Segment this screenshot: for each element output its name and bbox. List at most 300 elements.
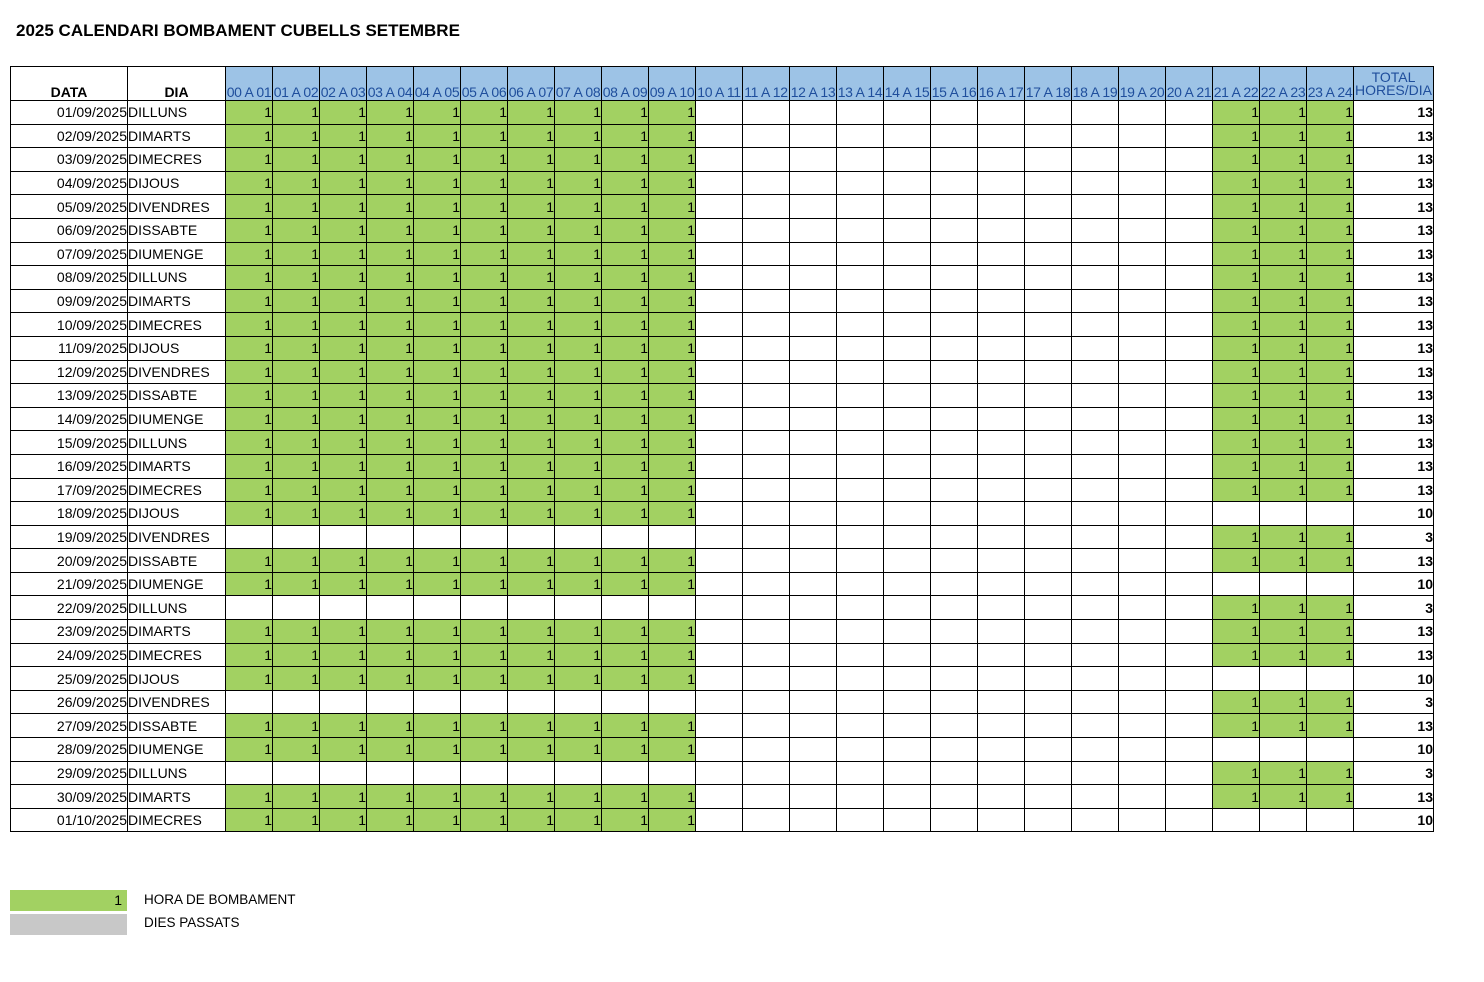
hour-cell-empty <box>1260 738 1307 762</box>
date-cell: 25/09/2025 <box>11 667 128 691</box>
hour-cell-empty <box>978 785 1025 809</box>
hour-cell-empty <box>931 502 978 526</box>
hour-cell-empty <box>696 714 743 738</box>
hour-cell-empty <box>790 738 837 762</box>
hour-cell-empty <box>837 478 884 502</box>
hour-cell-empty <box>1119 218 1166 242</box>
hour-cell-pumping: 1 <box>555 360 602 384</box>
hour-cell-empty <box>1025 572 1072 596</box>
hour-cell-empty <box>1166 620 1213 644</box>
hour-cell-pumping: 1 <box>1260 101 1307 125</box>
hour-cell-pumping: 1 <box>1213 478 1260 502</box>
hour-cell-pumping: 1 <box>555 171 602 195</box>
hour-cell-pumping: 1 <box>320 218 367 242</box>
hour-cell-empty <box>978 148 1025 172</box>
hour-cell-empty <box>837 407 884 431</box>
hour-cell-pumping: 1 <box>226 242 273 266</box>
hour-cell-pumping: 1 <box>508 620 555 644</box>
hour-cell-empty <box>1025 714 1072 738</box>
hour-cell-pumping: 1 <box>461 266 508 290</box>
hour-cell-empty <box>1072 101 1119 125</box>
date-cell: 30/09/2025 <box>11 785 128 809</box>
hour-cell-empty <box>884 384 931 408</box>
hour-cell-empty <box>837 431 884 455</box>
hour-cell-pumping: 1 <box>602 620 649 644</box>
hour-cell-empty <box>1072 525 1119 549</box>
hour-cell-empty <box>367 690 414 714</box>
header-hour: 09 A 10 <box>649 67 696 101</box>
hour-cell-pumping: 1 <box>367 218 414 242</box>
day-cell: DILLUNS <box>128 431 226 455</box>
hour-cell-empty <box>649 761 696 785</box>
hour-cell-empty <box>1166 549 1213 573</box>
hour-cell-pumping: 1 <box>1213 431 1260 455</box>
hour-cell-pumping: 1 <box>1307 478 1354 502</box>
hour-cell-pumping: 1 <box>649 714 696 738</box>
hour-cell-empty <box>1025 502 1072 526</box>
hour-cell-pumping: 1 <box>367 714 414 738</box>
hour-cell-pumping: 1 <box>1260 266 1307 290</box>
hour-cell-empty <box>978 808 1025 832</box>
hour-cell-empty <box>743 124 790 148</box>
hour-cell-empty <box>1166 124 1213 148</box>
hour-cell-pumping: 1 <box>226 124 273 148</box>
date-cell: 24/09/2025 <box>11 643 128 667</box>
hour-cell-pumping: 1 <box>273 218 320 242</box>
hour-cell-empty <box>1072 738 1119 762</box>
hour-cell-empty <box>461 690 508 714</box>
total-cell: 13 <box>1354 101 1434 125</box>
hour-cell-pumping: 1 <box>414 549 461 573</box>
pumping-calendar-table <box>10 66 1434 832</box>
hour-cell-empty <box>1166 101 1213 125</box>
hour-cell-empty <box>884 738 931 762</box>
hour-cell-empty <box>837 785 884 809</box>
hour-cell-pumping: 1 <box>1260 714 1307 738</box>
hour-cell-empty <box>884 761 931 785</box>
hour-cell-pumping: 1 <box>1213 620 1260 644</box>
date-cell: 05/09/2025 <box>11 195 128 219</box>
hour-cell-empty <box>461 596 508 620</box>
hour-cell-pumping: 1 <box>602 218 649 242</box>
header-hour: 12 A 13 <box>790 67 837 101</box>
hour-cell-pumping: 1 <box>414 502 461 526</box>
hour-cell-empty <box>1166 572 1213 596</box>
hour-cell-pumping: 1 <box>1307 384 1354 408</box>
hour-cell-empty <box>978 478 1025 502</box>
hour-cell-empty <box>1166 667 1213 691</box>
hour-cell-empty <box>978 336 1025 360</box>
hour-cell-pumping: 1 <box>226 171 273 195</box>
hour-cell-pumping: 1 <box>461 620 508 644</box>
day-cell: DIVENDRES <box>128 360 226 384</box>
hour-cell-empty <box>1025 242 1072 266</box>
hour-cell-empty <box>931 572 978 596</box>
hour-cell-pumping: 1 <box>273 407 320 431</box>
hour-cell-pumping: 1 <box>461 218 508 242</box>
hour-cell-empty <box>790 313 837 337</box>
hour-cell-empty <box>743 572 790 596</box>
hour-cell-empty <box>1119 572 1166 596</box>
hour-cell-pumping: 1 <box>226 478 273 502</box>
date-cell: 15/09/2025 <box>11 431 128 455</box>
hour-cell-empty <box>226 690 273 714</box>
hour-cell-empty <box>931 101 978 125</box>
hour-cell-empty <box>1072 808 1119 832</box>
hour-cell-pumping: 1 <box>508 218 555 242</box>
hour-cell-empty <box>696 478 743 502</box>
hour-cell-empty <box>367 596 414 620</box>
hour-cell-pumping: 1 <box>273 785 320 809</box>
hour-cell-pumping: 1 <box>649 171 696 195</box>
hour-cell-empty <box>1166 454 1213 478</box>
hour-cell-empty <box>1025 266 1072 290</box>
hour-cell-pumping: 1 <box>273 620 320 644</box>
hour-cell-pumping: 1 <box>1307 266 1354 290</box>
hour-cell-pumping: 1 <box>461 407 508 431</box>
hour-cell-empty <box>790 761 837 785</box>
hour-cell-empty <box>931 289 978 313</box>
hour-cell-pumping: 1 <box>461 242 508 266</box>
hour-cell-pumping: 1 <box>273 478 320 502</box>
hour-cell-empty <box>931 171 978 195</box>
hour-cell-empty <box>837 738 884 762</box>
hour-cell-pumping: 1 <box>555 101 602 125</box>
hour-cell-empty <box>931 360 978 384</box>
header-hour: 15 A 16 <box>931 67 978 101</box>
hour-cell-pumping: 1 <box>555 808 602 832</box>
hour-cell-pumping: 1 <box>461 336 508 360</box>
hour-cell-empty <box>884 572 931 596</box>
hour-cell-empty <box>931 761 978 785</box>
hour-cell-pumping: 1 <box>555 336 602 360</box>
hour-cell-empty <box>931 690 978 714</box>
hour-cell-empty <box>1119 761 1166 785</box>
hour-cell-pumping: 1 <box>602 667 649 691</box>
hour-cell-empty <box>696 336 743 360</box>
hour-cell-empty <box>1166 525 1213 549</box>
day-cell: DILLUNS <box>128 761 226 785</box>
hour-cell-empty <box>931 525 978 549</box>
hour-cell-empty <box>978 431 1025 455</box>
hour-cell-pumping: 1 <box>367 360 414 384</box>
hour-cell-empty <box>978 407 1025 431</box>
hour-cell-empty <box>884 431 931 455</box>
hour-cell-empty <box>790 195 837 219</box>
hour-cell-empty <box>837 761 884 785</box>
hour-cell-empty <box>743 502 790 526</box>
hour-cell-pumping: 1 <box>555 218 602 242</box>
hour-cell-pumping: 1 <box>1260 549 1307 573</box>
total-cell: 13 <box>1354 549 1434 573</box>
hour-cell-pumping: 1 <box>1260 195 1307 219</box>
header-hour: 11 A 12 <box>743 67 790 101</box>
hour-cell-pumping: 1 <box>226 549 273 573</box>
hour-cell-empty <box>320 761 367 785</box>
hour-cell-pumping: 1 <box>461 431 508 455</box>
hour-cell-pumping: 1 <box>320 502 367 526</box>
hour-cell-empty <box>1307 808 1354 832</box>
total-cell: 13 <box>1354 407 1434 431</box>
hour-cell-empty <box>1025 171 1072 195</box>
hour-cell-pumping: 1 <box>320 195 367 219</box>
hour-cell-empty <box>931 620 978 644</box>
hour-cell-empty <box>508 525 555 549</box>
hour-cell-pumping: 1 <box>1307 643 1354 667</box>
total-cell: 13 <box>1354 384 1434 408</box>
total-cell: 13 <box>1354 643 1434 667</box>
hour-cell-empty <box>696 454 743 478</box>
hour-cell-empty <box>790 242 837 266</box>
date-cell: 08/09/2025 <box>11 266 128 290</box>
hour-cell-empty <box>696 525 743 549</box>
hour-cell-pumping: 1 <box>367 667 414 691</box>
hour-cell-pumping: 1 <box>1307 148 1354 172</box>
hour-cell-empty <box>1072 785 1119 809</box>
hour-cell-empty <box>743 313 790 337</box>
header-total-line2: HORES/DIA <box>1354 81 1432 98</box>
hour-cell-empty <box>1072 218 1119 242</box>
table-row <box>11 785 1434 809</box>
hour-cell-pumping: 1 <box>1307 431 1354 455</box>
hour-cell-pumping: 1 <box>602 289 649 313</box>
hour-cell-empty <box>1072 620 1119 644</box>
hour-cell-empty <box>696 195 743 219</box>
hour-cell-pumping: 1 <box>461 478 508 502</box>
hour-cell-empty <box>1072 360 1119 384</box>
hour-cell-pumping: 1 <box>320 124 367 148</box>
hour-cell-empty <box>1166 690 1213 714</box>
hour-cell-empty <box>743 384 790 408</box>
hour-cell-empty <box>555 690 602 714</box>
hour-cell-empty <box>1260 572 1307 596</box>
hour-cell-pumping: 1 <box>273 101 320 125</box>
hour-cell-empty <box>1166 360 1213 384</box>
hour-cell-pumping: 1 <box>1260 384 1307 408</box>
hour-cell-empty <box>931 313 978 337</box>
hour-cell-pumping: 1 <box>1307 101 1354 125</box>
total-cell: 13 <box>1354 360 1434 384</box>
hour-cell-empty <box>1072 266 1119 290</box>
hour-cell-empty <box>1307 572 1354 596</box>
hour-cell-pumping: 1 <box>414 785 461 809</box>
hour-cell-empty <box>837 808 884 832</box>
hour-cell-empty <box>1072 384 1119 408</box>
hour-cell-empty <box>931 667 978 691</box>
date-cell: 02/09/2025 <box>11 124 128 148</box>
hour-cell-pumping: 1 <box>1260 643 1307 667</box>
hour-cell-empty <box>696 761 743 785</box>
hour-cell-empty <box>273 761 320 785</box>
total-cell: 13 <box>1354 431 1434 455</box>
header-hour: 22 A 23 <box>1260 67 1307 101</box>
hour-cell-empty <box>884 502 931 526</box>
hour-cell-empty <box>837 171 884 195</box>
legend-pumping-swatch <box>10 890 127 911</box>
hour-cell-empty <box>837 266 884 290</box>
hour-cell-pumping: 1 <box>602 266 649 290</box>
hour-cell-empty <box>790 360 837 384</box>
hour-cell-empty <box>1072 502 1119 526</box>
hour-cell-empty <box>790 101 837 125</box>
table-body <box>11 67 1434 832</box>
hour-cell-empty <box>931 785 978 809</box>
hour-cell-pumping: 1 <box>414 313 461 337</box>
hour-cell-pumping: 1 <box>226 289 273 313</box>
hour-cell-pumping: 1 <box>414 171 461 195</box>
header-row <box>11 67 1434 101</box>
day-cell: DIUMENGE <box>128 738 226 762</box>
day-cell: DILLUNS <box>128 596 226 620</box>
hour-cell-empty <box>555 525 602 549</box>
hour-cell-empty <box>790 572 837 596</box>
hour-cell-empty <box>837 218 884 242</box>
hour-cell-empty <box>931 596 978 620</box>
hour-cell-pumping: 1 <box>508 407 555 431</box>
hour-cell-pumping: 1 <box>555 549 602 573</box>
date-cell: 16/09/2025 <box>11 454 128 478</box>
day-cell: DIJOUS <box>128 171 226 195</box>
hour-cell-pumping: 1 <box>602 242 649 266</box>
hour-cell-pumping: 1 <box>602 502 649 526</box>
hour-cell-pumping: 1 <box>1307 195 1354 219</box>
hour-cell-empty <box>790 454 837 478</box>
hour-cell-pumping: 1 <box>367 242 414 266</box>
date-cell: 21/09/2025 <box>11 572 128 596</box>
hour-cell-pumping: 1 <box>1260 313 1307 337</box>
table-row <box>11 148 1434 172</box>
table-row <box>11 454 1434 478</box>
hour-cell-pumping: 1 <box>555 407 602 431</box>
hour-cell-pumping: 1 <box>414 124 461 148</box>
hour-cell-pumping: 1 <box>602 124 649 148</box>
hour-cell-pumping: 1 <box>649 808 696 832</box>
hour-cell-pumping: 1 <box>367 549 414 573</box>
table-row <box>11 431 1434 455</box>
hour-cell-empty <box>790 667 837 691</box>
hour-cell-pumping: 1 <box>1307 289 1354 313</box>
hour-cell-empty <box>978 360 1025 384</box>
hour-cell-pumping: 1 <box>649 148 696 172</box>
hour-cell-empty <box>743 525 790 549</box>
hour-cell-empty <box>1025 195 1072 219</box>
hour-cell-empty <box>1119 407 1166 431</box>
hour-cell-pumping: 1 <box>1307 242 1354 266</box>
total-cell: 10 <box>1354 572 1434 596</box>
hour-cell-pumping: 1 <box>1260 242 1307 266</box>
hour-cell-pumping: 1 <box>1260 525 1307 549</box>
hour-cell-pumping: 1 <box>414 667 461 691</box>
hour-cell-empty <box>1025 289 1072 313</box>
hour-cell-pumping: 1 <box>273 171 320 195</box>
hour-cell-empty <box>1072 643 1119 667</box>
hour-cell-empty <box>508 761 555 785</box>
hour-cell-empty <box>1119 242 1166 266</box>
hour-cell-empty <box>978 667 1025 691</box>
hour-cell-pumping: 1 <box>1307 596 1354 620</box>
table-row <box>11 808 1434 832</box>
hour-cell-empty <box>931 407 978 431</box>
hour-cell-empty <box>790 620 837 644</box>
hour-cell-pumping: 1 <box>649 431 696 455</box>
hour-cell-empty <box>743 101 790 125</box>
hour-cell-pumping: 1 <box>461 360 508 384</box>
hour-cell-empty <box>931 242 978 266</box>
header-hour: 02 A 03 <box>320 67 367 101</box>
hour-cell-empty <box>1119 431 1166 455</box>
hour-cell-empty <box>1119 266 1166 290</box>
hour-cell-pumping: 1 <box>273 266 320 290</box>
hour-cell-empty <box>1119 549 1166 573</box>
date-cell: 06/09/2025 <box>11 218 128 242</box>
table-row <box>11 643 1434 667</box>
hour-cell-pumping: 1 <box>320 667 367 691</box>
hour-cell-pumping: 1 <box>273 431 320 455</box>
hour-cell-pumping: 1 <box>273 572 320 596</box>
header-hour: 18 A 19 <box>1072 67 1119 101</box>
hour-cell-pumping: 1 <box>1213 454 1260 478</box>
hour-cell-pumping: 1 <box>602 431 649 455</box>
hour-cell-pumping: 1 <box>555 620 602 644</box>
hour-cell-pumping: 1 <box>367 313 414 337</box>
hour-cell-empty <box>696 738 743 762</box>
hour-cell-pumping: 1 <box>226 667 273 691</box>
hour-cell-empty <box>696 384 743 408</box>
hour-cell-empty <box>884 596 931 620</box>
hour-cell-pumping: 1 <box>461 195 508 219</box>
hour-cell-pumping: 1 <box>414 242 461 266</box>
hour-cell-pumping: 1 <box>367 101 414 125</box>
hour-cell-pumping: 1 <box>367 478 414 502</box>
hour-cell-empty <box>790 643 837 667</box>
hour-cell-pumping: 1 <box>461 785 508 809</box>
hour-cell-empty <box>602 596 649 620</box>
hour-cell-pumping: 1 <box>273 360 320 384</box>
hour-cell-pumping: 1 <box>1213 289 1260 313</box>
hour-cell-empty <box>1119 808 1166 832</box>
hour-cell-pumping: 1 <box>320 478 367 502</box>
hour-cell-empty <box>884 124 931 148</box>
hour-cell-pumping: 1 <box>602 549 649 573</box>
hour-cell-pumping: 1 <box>226 714 273 738</box>
day-cell: DISSABTE <box>128 384 226 408</box>
total-cell: 13 <box>1354 478 1434 502</box>
hour-cell-pumping: 1 <box>555 667 602 691</box>
hour-cell-empty <box>696 690 743 714</box>
hour-cell-pumping: 1 <box>273 808 320 832</box>
hour-cell-pumping: 1 <box>461 667 508 691</box>
day-cell: DIJOUS <box>128 336 226 360</box>
hour-cell-pumping: 1 <box>1260 785 1307 809</box>
header-day: DIA <box>128 67 226 101</box>
hour-cell-pumping: 1 <box>273 384 320 408</box>
hour-cell-empty <box>1119 313 1166 337</box>
hour-cell-empty <box>978 738 1025 762</box>
hour-cell-empty <box>226 761 273 785</box>
hour-cell-pumping: 1 <box>555 714 602 738</box>
total-cell: 3 <box>1354 525 1434 549</box>
hour-cell-empty <box>696 431 743 455</box>
hour-cell-pumping: 1 <box>226 384 273 408</box>
hour-cell-pumping: 1 <box>414 218 461 242</box>
hour-cell-empty <box>649 690 696 714</box>
hour-cell-pumping: 1 <box>320 242 367 266</box>
hour-cell-pumping: 1 <box>1213 124 1260 148</box>
hour-cell-empty <box>1072 195 1119 219</box>
day-cell: DIVENDRES <box>128 525 226 549</box>
hour-cell-empty <box>978 218 1025 242</box>
hour-cell-pumping: 1 <box>555 478 602 502</box>
